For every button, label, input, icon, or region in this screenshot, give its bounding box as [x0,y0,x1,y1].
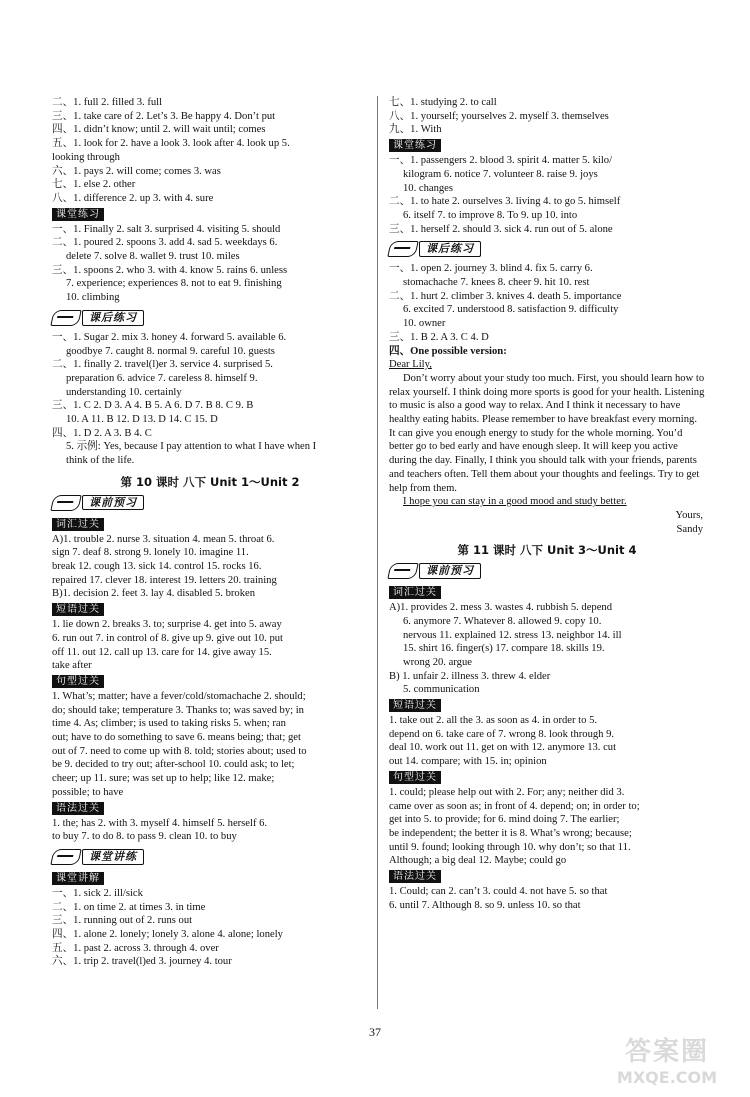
section-label-row [52,516,368,533]
answer-line: 1. the; has 2. with 3. myself 4. himself 5. herself 6. [52,817,268,829]
section-banner-label: 课后练习 [82,310,144,326]
answer-line: 八、1. yourself; yourselves 2. myself 3. themselves [389,110,609,122]
answer-line: 6. until 7. Although 8. so 9. unless 10. so that [389,899,581,911]
answer-line: break 12. cough 13. sick 14. control 15. rocks 16. [52,560,262,572]
watermark-logo [592,1031,742,1091]
answer-line: 六、1. trip 2. travel(l)ed 3. journey 4. tour [52,956,232,968]
right-answer-column [389,96,705,912]
section-label: 词汇过关 [389,586,441,599]
answer-line: be 9. decided to try out; after-school 10. could ask; to let; [52,759,295,771]
section-label-row [389,584,705,601]
answer-line: preparation 6. advice 7. careless 8. himself 9. [66,372,258,384]
banner-decoration-icon [50,495,81,511]
answer-line: 1. could; please help out with 2. For; any; neither did 3. [389,786,625,798]
answer-line: be independent; the better it is 8. What’s wrong; because; [389,827,632,839]
answer-line: repaired 17. clever 18. interest 19. letters 20. training [52,574,277,586]
answer-line: 二、1. to hate 2. ourselves 3. living 4. to go 5. himself [389,196,621,208]
answer-line: 10. climbing [66,292,120,304]
answer-line: until 9. found; looking through 10. why don’t; so that 11. [389,841,631,853]
answer-line: cheer; up 11. sure; was set up to help; like 12. make; [52,773,275,785]
banner-decoration-icon [387,563,418,579]
answer-line: 1. What’s; matter; have a fever/cold/stomachache 2. should; [52,690,306,702]
answer-line: take after [52,660,92,672]
answer-line: came over as soon as; in front of 4. depend; on; in order to; [389,800,640,812]
answer-line: B)1. decision 2. feet 3. lay 4. disabled 5. broken [52,588,255,600]
section-banner-label: 课前预习 [82,495,144,511]
answer-line: out of 7. need to come up with 8. told; stories about; used to [52,745,307,757]
answer-line: 6. anymore 7. Whatever 8. allowed 9. copy 10. [403,615,602,627]
answer-line: 10. A 11. B 12. D 13. D 14. C 15. D [66,414,218,426]
answer-line: 三、1. take care of 2. Let’s 3. Be happy 4. Don’t put [52,110,276,122]
answer-line: 二、1. on time 2. at times 3. in time [52,901,206,913]
answer-line: depend on 6. take care of 7. wrong 8. look through 9. [389,728,615,740]
answer-line: 7. experience; experiences 8. not to eat 9. finishing [66,278,282,290]
answer-line: to buy 7. to do 8. to pass 9. clean 10. to buy [52,831,237,843]
answer-line: out 14. compare; with 15. in; opinion [389,756,547,768]
answer-line: 二、1. poured 2. spoons 3. add 4. sad 5. weekdays 6. [52,237,278,249]
answer-line: sign 7. deaf 8. strong 9. lonely 10. imagine 11. [52,547,249,559]
answer-line: 五、1. past 2. across 3. through 4. over [52,942,219,954]
answer-line: 10. owner [403,318,446,330]
page-number: 37 [369,1025,381,1039]
answer-line: Although; a big deal 12. Maybe; could go [389,855,567,867]
answer-line: 四、1. alone 2. lonely; lonely 3. alone 4. alone; lonely [52,929,283,941]
answer-line: 1. lie down 2. breaks 3. to; surprise 4. get into 5. away [52,619,282,631]
watermark-text: 答案圈 [624,1037,709,1067]
answer-line: 10. changes [403,182,454,194]
answer-line: think of the life. [66,455,135,467]
section-label-row [389,137,705,154]
section-label: 短语过关 [389,699,441,712]
banner-decoration-icon [50,310,81,326]
answer-line: out; have to do something to save 6. means being; that; get [52,732,301,744]
answer-line: 三、1. running out of 2. runs out [52,915,193,927]
answer-line: 二、1. full 2. filled 3. full [52,97,163,108]
answer-line: do; should take; temperature 3. Thanks to; was saved by; in [52,704,304,716]
answer-line: possible; to have [52,786,124,798]
letter-paragraph: I hope you can stay in a good mood and study better. [403,496,627,508]
left-answer-column [52,96,368,969]
answer-line: A)1. provides 2. mess 3. wastes 4. rubbish 5. depend [389,602,613,614]
section-banner [389,240,705,258]
answer-line: 七、1. studying 2. to call [389,97,497,108]
section-label: 短语过关 [52,603,104,616]
answer-line: 一、1. Sugar 2. mix 3. honey 4. forward 5. available 6. [52,331,287,343]
answer-line: 四、1. didn’t know; until 2. will wait until; comes [52,124,266,136]
answer-line: 六、1. pays 2. will come; comes 3. was [52,165,221,177]
answer-line: 四、One possible version: [389,345,507,357]
letter-signature: Sandy [676,523,703,535]
section-label: 课堂讲解 [52,872,104,885]
answer-line: 一、1. Finally 2. salt 3. surprised 4. visiting 5. should [52,223,281,235]
answer-line: 6. run out 7. in control of 8. give up 9. give out 10. put [52,632,283,644]
section-label: 句型过关 [52,675,104,688]
answer-line: 七、1. else 2. other [52,179,136,191]
answer-line: stomachache 7. knees 8. cheer 9. hit 10. rest [403,277,590,289]
section-banner [52,848,368,866]
answer-line: goodbye 7. caught 8. normal 9. careful 10. guests [66,345,275,357]
answer-line: 九、1. With [389,124,442,136]
section-label: 句型过关 [389,771,441,784]
answer-line: 一、1. open 2. journey 3. blind 4. fix 5. carry 6. [389,263,593,275]
answer-line: B) 1. unfair 2. illness 3. threw 4. elder [389,670,551,682]
section-banner-label: 课堂讲练 [82,849,144,865]
section-banner [52,309,368,327]
answer-line: 1. take out 2. all the 3. as soon as 4. in order to 5. [389,715,598,727]
banner-decoration-icon [50,849,81,865]
answer-line: get into 5. to provide; for 6. mind doing 7. The earlier; [389,814,620,826]
section-label: 课堂练习 [389,139,441,152]
answer-line: nervous 11. explained 12. stress 13. neighbor 14. ill [403,629,622,641]
section-label: 词汇过关 [52,518,104,531]
answer-line: 5. 示例: Yes, because I pay attention to what I have when I [66,441,317,453]
section-label-row [52,800,368,817]
answer-line: 三、1. C 2. D 3. A 4. B 5. A 6. D 7. B 8. C 9. B [52,400,254,412]
answer-line: wrong 20. argue [403,656,472,668]
answer-line: delete 7. solve 8. wallet 9. trust 10. miles [66,251,240,263]
section-label-row [52,601,368,618]
section-label-row [52,870,368,887]
answer-line: 6. excited 7. understood 8. satisfaction 9. difficulty [403,304,619,316]
answer-line: 15. shirt 16. finger(s) 17. compare 18. skills 19. [403,643,605,655]
answer-line: 二、1. finally 2. travel(l)er 3. service 4. surprised 5. [52,359,273,371]
answer-line: 三、1. B 2. A 3. C 4. D [389,331,489,343]
answer-line: deal 10. work out 11. get on with 12. anymore 13. cut [389,742,617,754]
answer-line: time 4. As; climber; is used to taking risks 5. when; ran [52,718,286,730]
section-banner-label: 课前预习 [419,563,481,579]
answer-line: kilogram 6. notice 7. volunteer 8. raise 9. joys [403,168,598,180]
section-label: 语法过关 [52,802,104,815]
answer-line: 二、1. hurt 2. climber 3. knives 4. death 5. importance [389,290,622,302]
section-label-row [389,769,705,786]
column-divider [377,96,378,1009]
answer-line: 6. itself 7. to improve 8. To 9. up 10. into [403,209,578,221]
lesson-title: 第 10 课时 八下 Unit 1～Unit 2 [120,474,300,489]
answer-line: 三、1. spoons 2. who 3. with 4. know 5. rains 6. unless [52,264,288,276]
section-label: 课堂练习 [52,208,104,221]
section-label-row [52,673,368,690]
letter-signature: Yours, [675,509,703,521]
answer-line: 1. Could; can 2. can’t 3. could 4. not have 5. so that [389,886,608,898]
lesson-title: 第 11 课时 八下 Unit 3～Unit 4 [457,543,637,558]
section-label-row [52,206,368,223]
answer-line: A)1. trouble 2. nurse 3. situation 4. mean 5. throat 6. [52,533,275,545]
section-banner-label: 课后练习 [419,241,481,257]
answer-line: 五、1. look for 2. have a look 3. look after 4. look up 5. [52,138,290,150]
section-label-row [389,697,705,714]
section-banner [52,494,368,512]
answer-line: 5. communication [403,684,480,696]
answer-line: Dear Lily, [389,359,432,371]
answer-line: 一、1. passengers 2. blood 3. spirit 4. matter 5. kilo/ [389,155,613,167]
letter-paragraph: Don’t worry about your study too much. First, you should learn how to relax yourself. I think doing more sports is good for your health. Listening to music is also a good way to relax. And I think it necessary to have healthy eating habits. Please remember to have breakfast every morning. It can give you enough energy to study for the whole morning. You’d better go to bed early and have enough sleep. It will keep you active during the day. Finally, I think you should talk with your friends, parents and teachers often. Tell them about your thoughts and feelings. Try to get help from them. [389,372,705,494]
answer-line: understanding 10. certainly [66,386,182,398]
answer-line: 一、1. sick 2. ill/sick [52,887,143,899]
answer-line: off 11. out 12. call up 13. care for 14. give away 15. [52,646,272,658]
section-label-row [389,868,705,885]
banner-decoration-icon [387,241,418,257]
answer-line: 四、1. D 2. A 3. B 4. C [52,427,152,439]
answer-line: 三、1. herself 2. should 3. sick 4. run out of 5. alone [389,223,613,235]
watermark-url: MXQE.COM [616,1068,718,1087]
section-banner [389,562,705,580]
answer-line: looking through [52,151,120,163]
answer-line: 八、1. difference 2. up 3. with 4. sure [52,192,214,204]
section-label: 语法过关 [389,870,441,883]
